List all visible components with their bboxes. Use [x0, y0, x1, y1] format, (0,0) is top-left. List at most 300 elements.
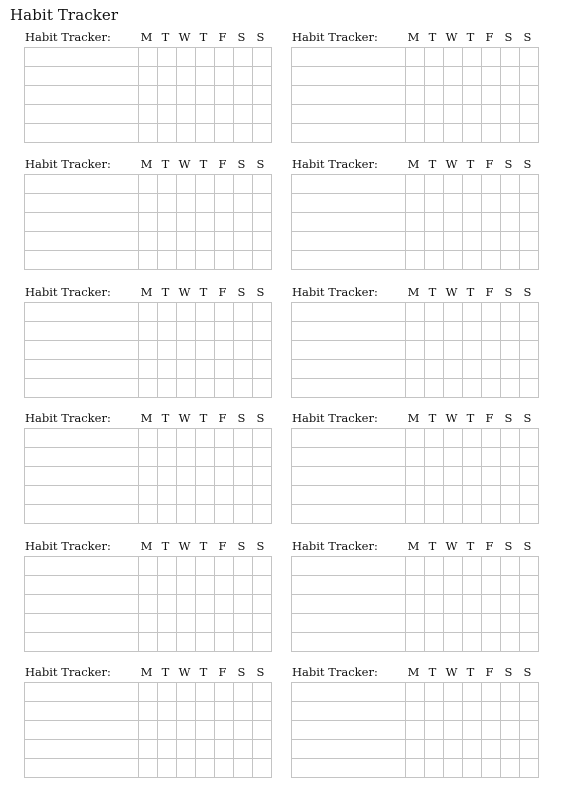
habit-check-cell[interactable] — [425, 213, 444, 232]
habit-name-cell[interactable] — [292, 595, 406, 614]
habit-check-cell[interactable] — [234, 721, 253, 740]
habit-check-cell[interactable] — [215, 467, 234, 486]
habit-check-cell[interactable] — [158, 124, 177, 143]
habit-check-cell[interactable] — [234, 379, 253, 398]
habit-check-cell[interactable] — [177, 175, 196, 194]
habit-check-cell[interactable] — [158, 702, 177, 721]
habit-check-cell[interactable] — [501, 467, 520, 486]
habit-check-cell[interactable] — [425, 633, 444, 652]
habit-check-cell[interactable] — [501, 251, 520, 270]
habit-name-cell[interactable] — [25, 251, 139, 270]
habit-check-cell[interactable] — [158, 67, 177, 86]
habit-check-cell[interactable] — [196, 614, 215, 633]
habit-check-cell[interactable] — [177, 721, 196, 740]
habit-check-cell[interactable] — [139, 360, 158, 379]
habit-check-cell[interactable] — [139, 740, 158, 759]
habit-check-cell[interactable] — [444, 360, 463, 379]
habit-check-cell[interactable] — [520, 251, 539, 270]
habit-check-cell[interactable] — [520, 702, 539, 721]
habit-check-cell[interactable] — [520, 124, 539, 143]
habit-check-cell[interactable] — [158, 505, 177, 524]
habit-check-cell[interactable] — [520, 105, 539, 124]
habit-check-cell[interactable] — [215, 379, 234, 398]
habit-check-cell[interactable] — [501, 360, 520, 379]
habit-check-cell[interactable] — [406, 759, 425, 778]
habit-check-cell[interactable] — [406, 633, 425, 652]
habit-check-cell[interactable] — [253, 341, 272, 360]
habit-check-cell[interactable] — [196, 303, 215, 322]
habit-check-cell[interactable] — [463, 105, 482, 124]
habit-check-cell[interactable] — [196, 557, 215, 576]
habit-check-cell[interactable] — [425, 105, 444, 124]
habit-check-cell[interactable] — [234, 576, 253, 595]
habit-check-cell[interactable] — [482, 105, 501, 124]
habit-check-cell[interactable] — [520, 48, 539, 67]
habit-check-cell[interactable] — [139, 105, 158, 124]
habit-name-cell[interactable] — [292, 557, 406, 576]
habit-name-cell[interactable] — [292, 448, 406, 467]
habit-check-cell[interactable] — [482, 67, 501, 86]
habit-name-cell[interactable] — [25, 633, 139, 652]
habit-check-cell[interactable] — [520, 721, 539, 740]
habit-check-cell[interactable] — [463, 702, 482, 721]
habit-check-cell[interactable] — [234, 48, 253, 67]
habit-check-cell[interactable] — [139, 86, 158, 105]
habit-check-cell[interactable] — [215, 232, 234, 251]
habit-check-cell[interactable] — [482, 576, 501, 595]
habit-check-cell[interactable] — [482, 448, 501, 467]
habit-name-cell[interactable] — [292, 86, 406, 105]
habit-check-cell[interactable] — [177, 194, 196, 213]
habit-check-cell[interactable] — [196, 213, 215, 232]
habit-check-cell[interactable] — [139, 322, 158, 341]
habit-check-cell[interactable] — [444, 740, 463, 759]
habit-check-cell[interactable] — [215, 194, 234, 213]
habit-check-cell[interactable] — [520, 467, 539, 486]
habit-check-cell[interactable] — [520, 194, 539, 213]
habit-check-cell[interactable] — [406, 448, 425, 467]
habit-check-cell[interactable] — [463, 429, 482, 448]
habit-check-cell[interactable] — [444, 124, 463, 143]
habit-check-cell[interactable] — [501, 614, 520, 633]
habit-check-cell[interactable] — [444, 341, 463, 360]
habit-check-cell[interactable] — [444, 251, 463, 270]
habit-check-cell[interactable] — [482, 721, 501, 740]
habit-check-cell[interactable] — [463, 175, 482, 194]
habit-check-cell[interactable] — [158, 633, 177, 652]
habit-check-cell[interactable] — [196, 721, 215, 740]
habit-check-cell[interactable] — [463, 379, 482, 398]
habit-check-cell[interactable] — [520, 633, 539, 652]
habit-check-cell[interactable] — [425, 721, 444, 740]
habit-check-cell[interactable] — [253, 486, 272, 505]
habit-check-cell[interactable] — [482, 429, 501, 448]
habit-check-cell[interactable] — [425, 124, 444, 143]
habit-check-cell[interactable] — [215, 595, 234, 614]
habit-name-cell[interactable] — [25, 105, 139, 124]
habit-check-cell[interactable] — [253, 360, 272, 379]
habit-check-cell[interactable] — [425, 467, 444, 486]
habit-check-cell[interactable] — [444, 557, 463, 576]
habit-check-cell[interactable] — [482, 683, 501, 702]
habit-check-cell[interactable] — [234, 683, 253, 702]
habit-check-cell[interactable] — [520, 86, 539, 105]
habit-name-cell[interactable] — [292, 721, 406, 740]
habit-name-cell[interactable] — [25, 595, 139, 614]
habit-name-cell[interactable] — [292, 67, 406, 86]
habit-check-cell[interactable] — [215, 124, 234, 143]
habit-check-cell[interactable] — [177, 67, 196, 86]
habit-check-cell[interactable] — [425, 683, 444, 702]
habit-check-cell[interactable] — [520, 175, 539, 194]
habit-check-cell[interactable] — [425, 595, 444, 614]
habit-check-cell[interactable] — [215, 213, 234, 232]
habit-check-cell[interactable] — [501, 379, 520, 398]
habit-check-cell[interactable] — [463, 759, 482, 778]
habit-check-cell[interactable] — [482, 194, 501, 213]
habit-check-cell[interactable] — [177, 251, 196, 270]
habit-check-cell[interactable] — [253, 683, 272, 702]
habit-check-cell[interactable] — [463, 322, 482, 341]
habit-check-cell[interactable] — [139, 341, 158, 360]
habit-check-cell[interactable] — [196, 448, 215, 467]
habit-check-cell[interactable] — [253, 48, 272, 67]
habit-check-cell[interactable] — [196, 86, 215, 105]
habit-check-cell[interactable] — [234, 429, 253, 448]
habit-check-cell[interactable] — [463, 213, 482, 232]
habit-check-cell[interactable] — [482, 341, 501, 360]
habit-name-cell[interactable] — [292, 467, 406, 486]
habit-check-cell[interactable] — [158, 448, 177, 467]
habit-check-cell[interactable] — [501, 576, 520, 595]
habit-name-cell[interactable] — [292, 759, 406, 778]
habit-check-cell[interactable] — [425, 448, 444, 467]
habit-check-cell[interactable] — [463, 303, 482, 322]
habit-check-cell[interactable] — [253, 505, 272, 524]
habit-name-cell[interactable] — [25, 67, 139, 86]
habit-name-cell[interactable] — [25, 740, 139, 759]
habit-check-cell[interactable] — [501, 67, 520, 86]
habit-check-cell[interactable] — [234, 251, 253, 270]
habit-check-cell[interactable] — [501, 557, 520, 576]
habit-check-cell[interactable] — [406, 213, 425, 232]
habit-check-cell[interactable] — [177, 448, 196, 467]
habit-check-cell[interactable] — [139, 175, 158, 194]
habit-check-cell[interactable] — [253, 557, 272, 576]
habit-name-cell[interactable] — [25, 360, 139, 379]
habit-check-cell[interactable] — [177, 486, 196, 505]
habit-name-cell[interactable] — [292, 194, 406, 213]
habit-check-cell[interactable] — [158, 303, 177, 322]
habit-check-cell[interactable] — [463, 67, 482, 86]
habit-check-cell[interactable] — [139, 379, 158, 398]
habit-check-cell[interactable] — [425, 576, 444, 595]
habit-name-cell[interactable] — [25, 467, 139, 486]
habit-name-cell[interactable] — [292, 740, 406, 759]
habit-check-cell[interactable] — [234, 67, 253, 86]
habit-check-cell[interactable] — [520, 303, 539, 322]
habit-check-cell[interactable] — [482, 175, 501, 194]
habit-check-cell[interactable] — [406, 429, 425, 448]
habit-check-cell[interactable] — [463, 124, 482, 143]
habit-check-cell[interactable] — [425, 194, 444, 213]
habit-check-cell[interactable] — [177, 105, 196, 124]
habit-check-cell[interactable] — [406, 341, 425, 360]
habit-check-cell[interactable] — [158, 175, 177, 194]
habit-check-cell[interactable] — [196, 341, 215, 360]
habit-check-cell[interactable] — [158, 232, 177, 251]
habit-check-cell[interactable] — [406, 48, 425, 67]
habit-check-cell[interactable] — [158, 194, 177, 213]
habit-check-cell[interactable] — [139, 448, 158, 467]
habit-name-cell[interactable] — [292, 175, 406, 194]
habit-check-cell[interactable] — [482, 740, 501, 759]
habit-check-cell[interactable] — [520, 213, 539, 232]
habit-check-cell[interactable] — [253, 759, 272, 778]
habit-check-cell[interactable] — [139, 505, 158, 524]
habit-check-cell[interactable] — [139, 124, 158, 143]
habit-check-cell[interactable] — [215, 448, 234, 467]
habit-check-cell[interactable] — [253, 448, 272, 467]
habit-check-cell[interactable] — [406, 251, 425, 270]
habit-check-cell[interactable] — [139, 48, 158, 67]
habit-check-cell[interactable] — [139, 251, 158, 270]
habit-check-cell[interactable] — [158, 341, 177, 360]
habit-check-cell[interactable] — [158, 105, 177, 124]
habit-check-cell[interactable] — [234, 105, 253, 124]
habit-check-cell[interactable] — [234, 448, 253, 467]
habit-check-cell[interactable] — [215, 633, 234, 652]
habit-check-cell[interactable] — [196, 505, 215, 524]
habit-name-cell[interactable] — [25, 721, 139, 740]
habit-check-cell[interactable] — [501, 341, 520, 360]
habit-check-cell[interactable] — [177, 467, 196, 486]
habit-check-cell[interactable] — [215, 341, 234, 360]
habit-check-cell[interactable] — [482, 759, 501, 778]
habit-check-cell[interactable] — [444, 86, 463, 105]
habit-check-cell[interactable] — [196, 379, 215, 398]
habit-check-cell[interactable] — [406, 360, 425, 379]
habit-check-cell[interactable] — [520, 341, 539, 360]
habit-check-cell[interactable] — [425, 86, 444, 105]
habit-check-cell[interactable] — [253, 576, 272, 595]
habit-check-cell[interactable] — [501, 175, 520, 194]
habit-check-cell[interactable] — [215, 303, 234, 322]
habit-check-cell[interactable] — [501, 633, 520, 652]
habit-check-cell[interactable] — [463, 557, 482, 576]
habit-check-cell[interactable] — [425, 67, 444, 86]
habit-check-cell[interactable] — [215, 505, 234, 524]
habit-check-cell[interactable] — [158, 683, 177, 702]
habit-check-cell[interactable] — [501, 721, 520, 740]
habit-check-cell[interactable] — [463, 683, 482, 702]
habit-check-cell[interactable] — [215, 557, 234, 576]
habit-check-cell[interactable] — [215, 86, 234, 105]
habit-check-cell[interactable] — [520, 379, 539, 398]
habit-check-cell[interactable] — [425, 175, 444, 194]
habit-check-cell[interactable] — [463, 633, 482, 652]
habit-check-cell[interactable] — [215, 175, 234, 194]
habit-check-cell[interactable] — [234, 486, 253, 505]
habit-check-cell[interactable] — [253, 251, 272, 270]
habit-check-cell[interactable] — [253, 429, 272, 448]
habit-check-cell[interactable] — [425, 557, 444, 576]
habit-check-cell[interactable] — [234, 633, 253, 652]
habit-check-cell[interactable] — [139, 429, 158, 448]
habit-check-cell[interactable] — [253, 194, 272, 213]
habit-check-cell[interactable] — [444, 379, 463, 398]
habit-check-cell[interactable] — [482, 86, 501, 105]
habit-check-cell[interactable] — [520, 576, 539, 595]
habit-check-cell[interactable] — [501, 105, 520, 124]
habit-check-cell[interactable] — [463, 721, 482, 740]
habit-name-cell[interactable] — [25, 86, 139, 105]
habit-check-cell[interactable] — [177, 633, 196, 652]
habit-name-cell[interactable] — [25, 429, 139, 448]
habit-check-cell[interactable] — [253, 740, 272, 759]
habit-check-cell[interactable] — [425, 740, 444, 759]
habit-check-cell[interactable] — [253, 105, 272, 124]
habit-check-cell[interactable] — [139, 576, 158, 595]
habit-name-cell[interactable] — [292, 124, 406, 143]
habit-check-cell[interactable] — [177, 557, 196, 576]
habit-check-cell[interactable] — [482, 213, 501, 232]
habit-check-cell[interactable] — [444, 322, 463, 341]
habit-check-cell[interactable] — [482, 702, 501, 721]
habit-check-cell[interactable] — [406, 505, 425, 524]
habit-check-cell[interactable] — [215, 576, 234, 595]
habit-check-cell[interactable] — [234, 614, 253, 633]
habit-check-cell[interactable] — [234, 702, 253, 721]
habit-name-cell[interactable] — [292, 341, 406, 360]
habit-check-cell[interactable] — [177, 303, 196, 322]
habit-check-cell[interactable] — [520, 448, 539, 467]
habit-check-cell[interactable] — [406, 486, 425, 505]
habit-check-cell[interactable] — [158, 614, 177, 633]
habit-check-cell[interactable] — [444, 429, 463, 448]
habit-name-cell[interactable] — [25, 576, 139, 595]
habit-check-cell[interactable] — [501, 429, 520, 448]
habit-name-cell[interactable] — [292, 614, 406, 633]
habit-check-cell[interactable] — [406, 721, 425, 740]
habit-check-cell[interactable] — [139, 303, 158, 322]
habit-check-cell[interactable] — [406, 175, 425, 194]
habit-name-cell[interactable] — [25, 759, 139, 778]
habit-name-cell[interactable] — [25, 379, 139, 398]
habit-name-cell[interactable] — [25, 175, 139, 194]
habit-check-cell[interactable] — [253, 303, 272, 322]
habit-check-cell[interactable] — [158, 721, 177, 740]
habit-check-cell[interactable] — [139, 614, 158, 633]
habit-check-cell[interactable] — [406, 105, 425, 124]
habit-check-cell[interactable] — [425, 232, 444, 251]
habit-check-cell[interactable] — [158, 467, 177, 486]
habit-check-cell[interactable] — [234, 232, 253, 251]
habit-name-cell[interactable] — [292, 505, 406, 524]
habit-check-cell[interactable] — [463, 467, 482, 486]
habit-check-cell[interactable] — [520, 614, 539, 633]
habit-check-cell[interactable] — [463, 486, 482, 505]
habit-check-cell[interactable] — [444, 486, 463, 505]
habit-check-cell[interactable] — [139, 232, 158, 251]
habit-check-cell[interactable] — [406, 303, 425, 322]
habit-check-cell[interactable] — [444, 721, 463, 740]
habit-check-cell[interactable] — [253, 322, 272, 341]
habit-check-cell[interactable] — [139, 759, 158, 778]
habit-check-cell[interactable] — [215, 67, 234, 86]
habit-check-cell[interactable] — [482, 595, 501, 614]
habit-check-cell[interactable] — [215, 251, 234, 270]
habit-check-cell[interactable] — [501, 124, 520, 143]
habit-check-cell[interactable] — [234, 303, 253, 322]
habit-check-cell[interactable] — [406, 67, 425, 86]
habit-check-cell[interactable] — [158, 595, 177, 614]
habit-check-cell[interactable] — [177, 505, 196, 524]
habit-check-cell[interactable] — [196, 486, 215, 505]
habit-check-cell[interactable] — [158, 429, 177, 448]
habit-name-cell[interactable] — [25, 505, 139, 524]
habit-check-cell[interactable] — [139, 595, 158, 614]
habit-check-cell[interactable] — [444, 303, 463, 322]
habit-check-cell[interactable] — [444, 448, 463, 467]
habit-check-cell[interactable] — [234, 86, 253, 105]
habit-check-cell[interactable] — [520, 557, 539, 576]
habit-check-cell[interactable] — [234, 360, 253, 379]
habit-name-cell[interactable] — [25, 486, 139, 505]
habit-check-cell[interactable] — [215, 486, 234, 505]
habit-check-cell[interactable] — [215, 702, 234, 721]
habit-check-cell[interactable] — [482, 633, 501, 652]
habit-check-cell[interactable] — [482, 303, 501, 322]
habit-check-cell[interactable] — [520, 740, 539, 759]
habit-check-cell[interactable] — [215, 759, 234, 778]
habit-check-cell[interactable] — [215, 360, 234, 379]
habit-check-cell[interactable] — [482, 232, 501, 251]
habit-check-cell[interactable] — [501, 48, 520, 67]
habit-check-cell[interactable] — [177, 124, 196, 143]
habit-check-cell[interactable] — [406, 740, 425, 759]
habit-check-cell[interactable] — [196, 360, 215, 379]
habit-check-cell[interactable] — [463, 251, 482, 270]
habit-check-cell[interactable] — [177, 614, 196, 633]
habit-check-cell[interactable] — [425, 759, 444, 778]
habit-check-cell[interactable] — [444, 576, 463, 595]
habit-check-cell[interactable] — [425, 429, 444, 448]
habit-check-cell[interactable] — [444, 505, 463, 524]
habit-check-cell[interactable] — [196, 467, 215, 486]
habit-check-cell[interactable] — [520, 505, 539, 524]
habit-check-cell[interactable] — [253, 86, 272, 105]
habit-check-cell[interactable] — [444, 105, 463, 124]
habit-check-cell[interactable] — [520, 232, 539, 251]
habit-check-cell[interactable] — [520, 429, 539, 448]
habit-check-cell[interactable] — [177, 360, 196, 379]
habit-check-cell[interactable] — [177, 86, 196, 105]
habit-check-cell[interactable] — [406, 194, 425, 213]
habit-check-cell[interactable] — [253, 614, 272, 633]
habit-name-cell[interactable] — [25, 702, 139, 721]
habit-check-cell[interactable] — [444, 194, 463, 213]
habit-check-cell[interactable] — [177, 759, 196, 778]
habit-check-cell[interactable] — [177, 322, 196, 341]
habit-check-cell[interactable] — [501, 683, 520, 702]
habit-check-cell[interactable] — [406, 683, 425, 702]
habit-check-cell[interactable] — [482, 614, 501, 633]
habit-check-cell[interactable] — [196, 67, 215, 86]
habit-name-cell[interactable] — [292, 486, 406, 505]
habit-check-cell[interactable] — [196, 322, 215, 341]
habit-check-cell[interactable] — [425, 341, 444, 360]
